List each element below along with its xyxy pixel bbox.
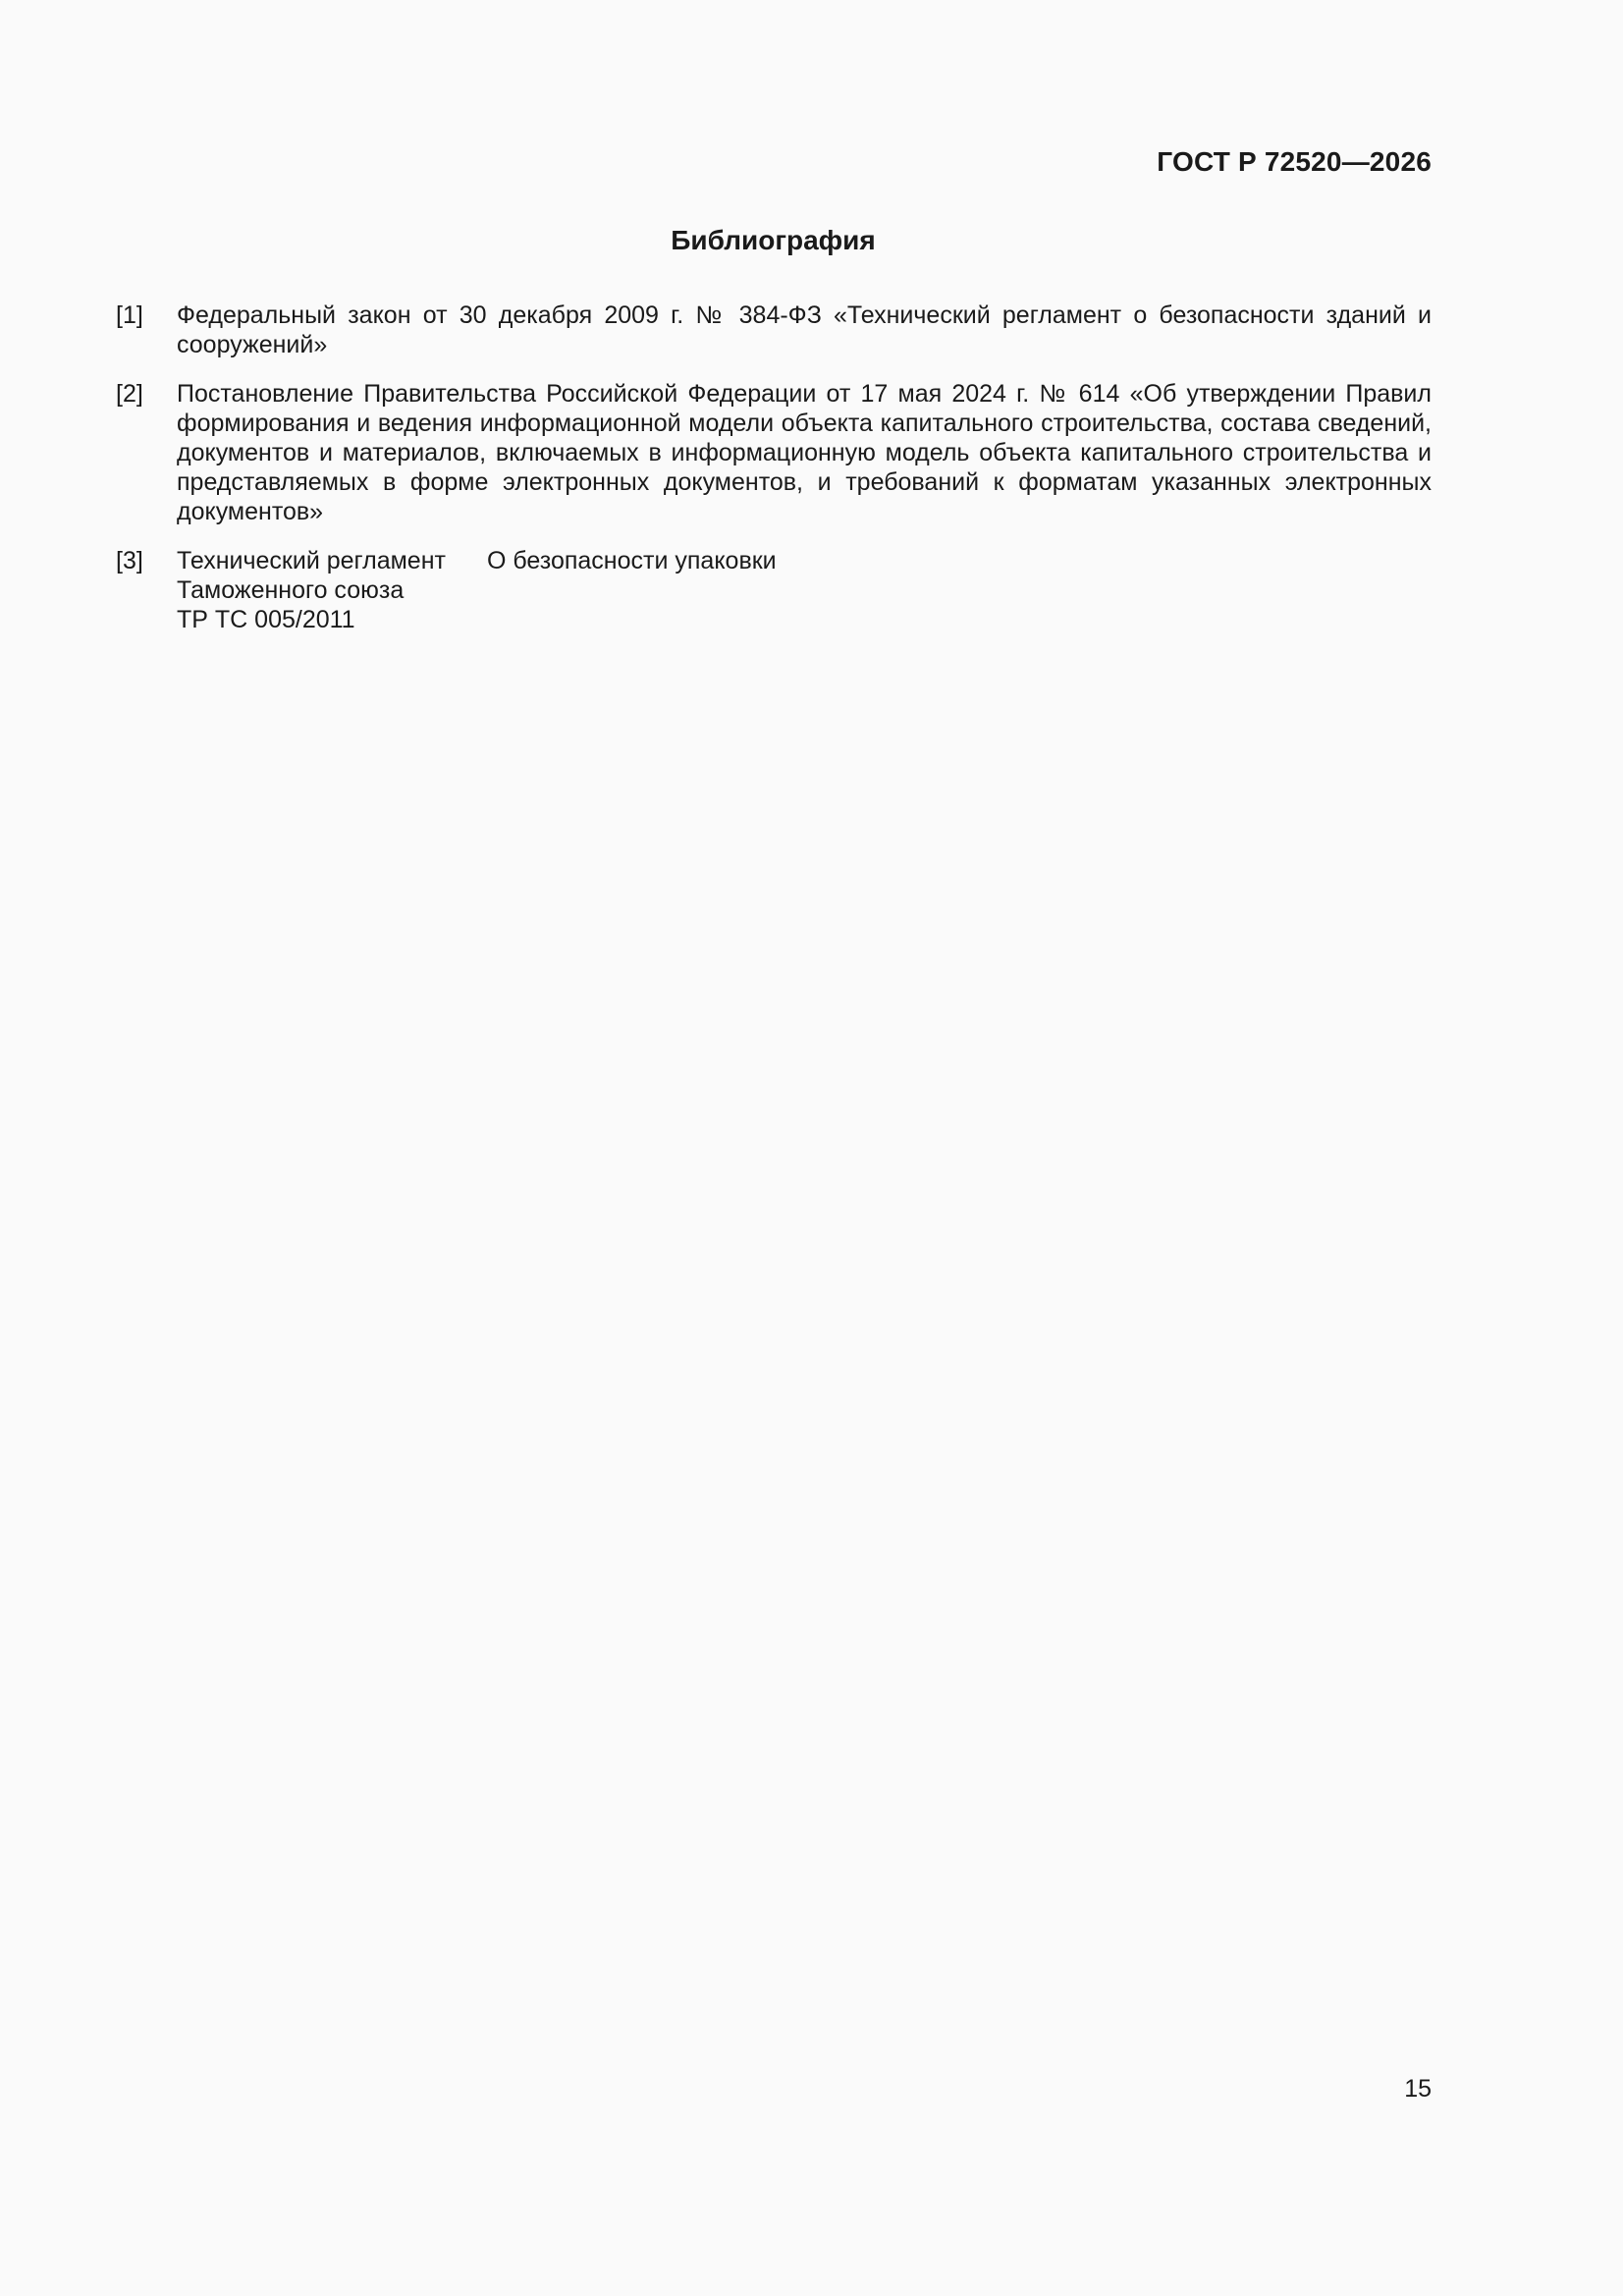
bibliography-entry-text: Федеральный закон от 30 декабря 2009 г. № 384-ФЗ «Технический регламент о безопасности зданий и сооружений»	[177, 301, 1432, 358]
document-code: ГОСТ Р 72520—2026	[1157, 146, 1432, 177]
bibliography-entry-number: [3]	[116, 547, 143, 574]
regulation-title: О безопасности упаковки	[487, 547, 777, 574]
bibliography-entry-number: [1]	[116, 301, 143, 329]
section-title: Библиография	[671, 225, 876, 255]
bibliography-entry-columns	[177, 546, 1432, 634]
bibliography-entry-number: [2]	[116, 380, 143, 408]
bibliography-entry	[116, 301, 1432, 359]
regulation-designation-line: Технический регламент	[177, 547, 446, 574]
regulation-designation-line: ТР ТС 005/2011	[177, 606, 355, 633]
bibliography-list	[116, 301, 1432, 654]
page-number: 15	[1404, 2075, 1432, 2103]
bibliography-entry	[116, 546, 1432, 634]
bibliography-entry	[116, 379, 1432, 526]
bibliography-entry-text: Постановление Правительства Российской Федерации от 17 мая 2024 г. № 614 «Об утверждении Правил формирования и ведения информационной модели объекта капитального строительства, состава сведений, документов и материалов, включаемых в информационную модель объекта капитального строительства и представляемых в форме электронных документов, и требований к форматам указанных электронных документов»	[177, 380, 1432, 525]
regulation-designation-line: Таможенного союза	[177, 576, 405, 604]
regulation-designation	[177, 546, 487, 634]
